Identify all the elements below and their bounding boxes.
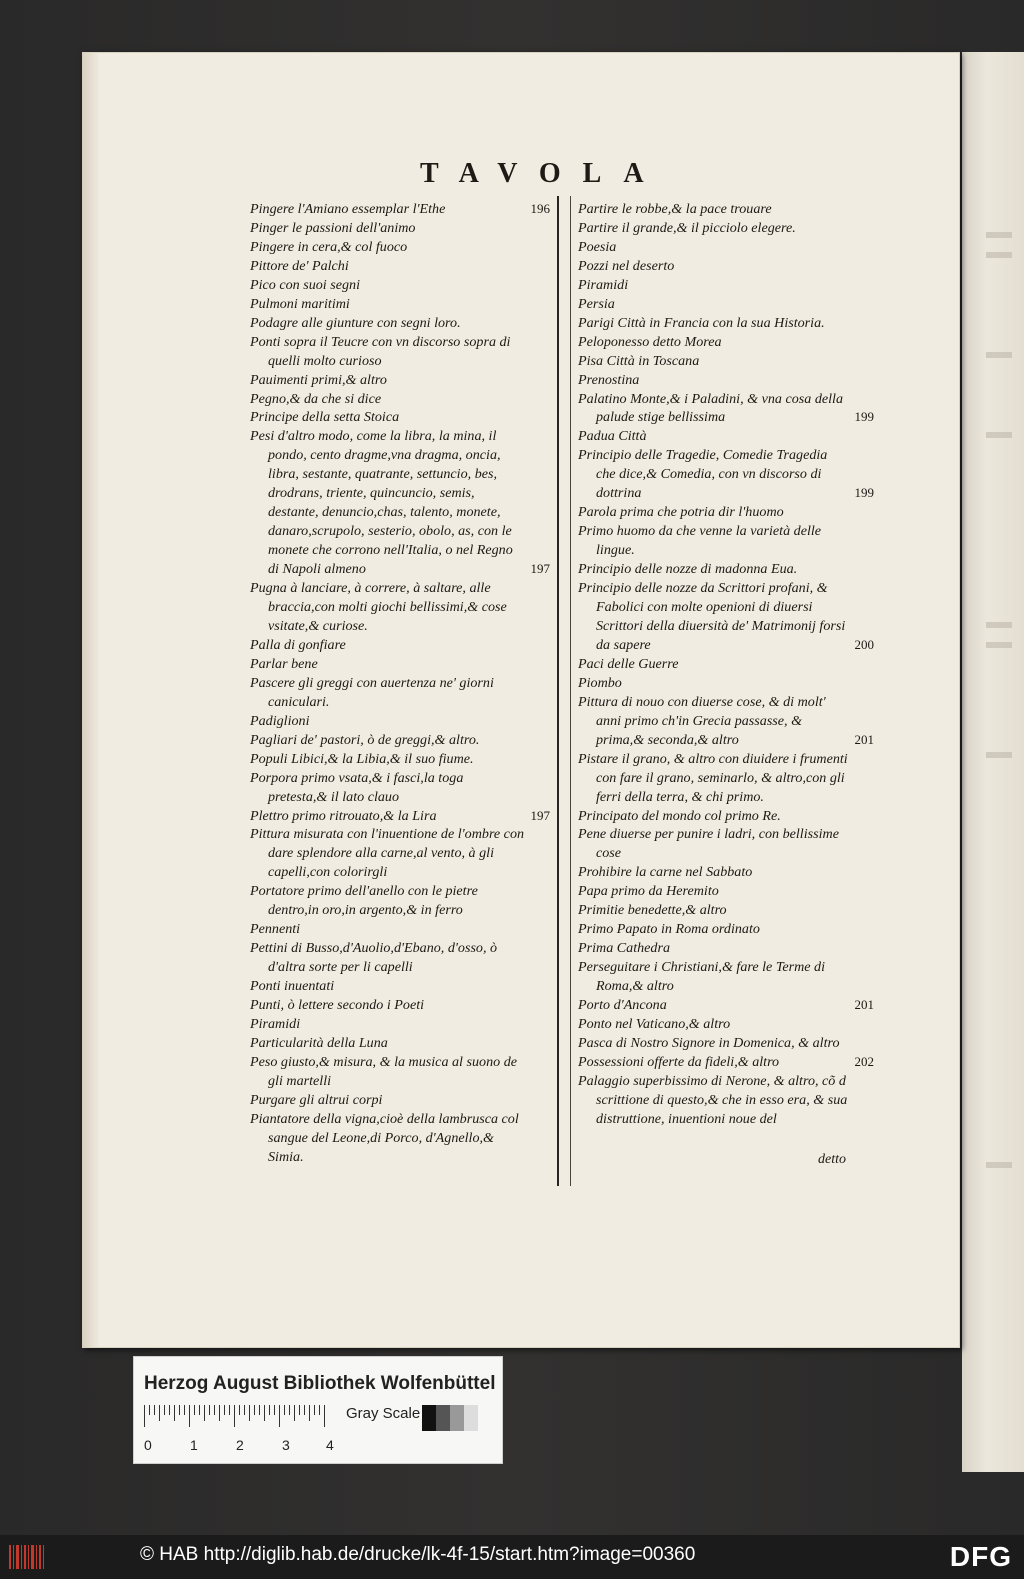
entry-text: Pittura di nouo con diuerse cose, & di molt' anni primo ch'in Grecia passasse, & prima,& seconda,& altro	[578, 693, 826, 748]
ruler-tick	[249, 1405, 250, 1421]
entry-text: Pesi d'altro modo, come la libra, la mina, il pondo, cento dragme,vna dragma, oncia, libra, sestante, quatrante, settuncio, bes, drodrans, triente, quincuncio, semis, destante, denuncio,chas, talento, monete, danaro,scrupolo, sesterio, obolo, as, con le monete che corrono nell'Italia, o nel Regno di Napoli almeno	[250, 428, 513, 578]
entry-text: Paci delle Guerre	[578, 655, 679, 672]
index-entry	[578, 939, 874, 958]
ruler-tick	[274, 1405, 275, 1415]
entry-text: Parigi Città in Francia con la sua Historia.	[578, 314, 825, 331]
index-entry	[578, 200, 874, 219]
index-entry	[578, 446, 874, 503]
entry-text: Portatore primo dell'anello con le pietre dentro,in oro,in argento,& in ferro	[250, 883, 478, 919]
index-entry	[250, 996, 550, 1015]
page-number: 197	[530, 561, 550, 577]
index-entry	[578, 503, 874, 522]
ruler-tick	[179, 1405, 180, 1415]
entry-text: Piombo	[578, 674, 622, 691]
index-entry	[250, 408, 550, 427]
index-entry	[250, 295, 550, 314]
entry-text: Ponto nel Vaticano,& altro	[578, 1015, 731, 1032]
ruler-tick	[159, 1405, 160, 1421]
index-entry	[250, 674, 550, 712]
index-entry	[578, 295, 874, 314]
ruler-tick	[324, 1405, 325, 1427]
index-entry	[250, 807, 550, 826]
index-entry	[578, 1053, 874, 1072]
index-entry	[578, 958, 874, 996]
index-entry	[250, 1034, 550, 1053]
index-entry	[250, 731, 550, 750]
ruler-tick	[209, 1405, 210, 1415]
entry-text: Palaggio superbissimo di Nerone, & altro, cõ d scrittione di questo,& che in esso era, & sua distruttione, inuentioni noue del	[578, 1072, 848, 1127]
entry-text: Parola prima che potria dir l'huomo	[578, 504, 784, 521]
index-entry	[250, 276, 550, 295]
entry-text: Porpora primo vsata,& i fasci,la toga pretesta,& il lato clauo	[250, 769, 464, 805]
ruler-tick	[214, 1405, 215, 1415]
index-entry	[578, 579, 874, 655]
ruler-tick	[319, 1405, 320, 1415]
ruler-tick	[164, 1405, 165, 1415]
page-number: 196	[530, 201, 550, 216]
index-entry	[250, 882, 550, 920]
page-number: 199	[854, 485, 874, 501]
gray-scale-label: Gray Scale	[346, 1405, 421, 1422]
index-entry	[250, 636, 550, 655]
scale-ruler	[144, 1405, 334, 1427]
credit-link[interactable]: © HAB http://diglib.hab.de/drucke/lk-4f-15/start.htm?image=00360	[140, 1544, 696, 1565]
page-title: TAVOLA	[420, 158, 666, 189]
entry-text: Pingere in cera,& col fuoco	[250, 238, 408, 255]
index-entry	[578, 674, 874, 693]
page-number: 201	[854, 997, 874, 1013]
entry-text: Partire il grande,& il picciolo elegere.	[578, 219, 796, 236]
entry-text: Pennenti	[250, 921, 301, 938]
entry-text: Pozzi nel deserto	[578, 257, 675, 274]
index-entry	[250, 1110, 550, 1167]
entry-text: Peloponesso detto Morea	[578, 333, 722, 350]
ruler-tick	[259, 1405, 260, 1415]
index-entry	[578, 825, 874, 863]
ruler-tick	[239, 1405, 240, 1415]
entry-text: Piramidi	[578, 276, 629, 293]
index-entry	[578, 257, 874, 276]
scale-number: 1	[190, 1437, 198, 1453]
ruler-tick	[244, 1405, 245, 1415]
entry-text: Porto d'Ancona	[578, 997, 667, 1014]
index-entry	[250, 750, 550, 769]
index-entry	[250, 238, 550, 257]
page-number: 202	[854, 1053, 874, 1069]
gray-swatch	[464, 1405, 478, 1431]
dfg-logo: DFG	[949, 1541, 1012, 1572]
entry-text: Populi Libici,& la Libia,& il suo fiume.	[250, 750, 474, 767]
index-entry	[578, 276, 874, 295]
ruler-tick	[279, 1405, 280, 1427]
entry-text: Primo huomo da che venne la varietà delle lingue.	[578, 523, 822, 559]
index-entry	[250, 1053, 550, 1091]
index-entry	[250, 314, 550, 333]
entry-text: Principio delle nozze da Scrittori profani, & Fabolici con molte openioni di diuersi Scrittori della diuersità de' Matrimonij forsi da sapere	[578, 580, 846, 653]
ruler-tick	[299, 1405, 300, 1415]
entry-text: Pistare il grano, & altro con diuidere i frumenti con fare il grano, seminarlo, & altro,con gli ferri della terra, & chi primo.	[578, 750, 848, 805]
index-entry	[250, 579, 550, 636]
index-entry	[578, 655, 874, 674]
index-entry	[578, 560, 874, 579]
index-entry	[578, 863, 874, 882]
entry-text: Pico con suoi segni	[250, 276, 360, 293]
entry-text: Pascere gli greggi con auertenza ne' giorni caniculari.	[250, 674, 494, 710]
ruler-tick	[229, 1405, 230, 1415]
entry-text: Purgare gli altrui corpi	[250, 1091, 383, 1108]
entry-text: Podagre alle giunture con segni loro.	[250, 314, 461, 331]
entry-text: Pingere l'Amiano essemplar l'Ethe	[250, 201, 446, 217]
entry-text: Pugna à lanciare, à correre, à saltare, alle braccia,con molti giochi bellissimi,& cose vsitate,& curiose.	[250, 580, 507, 634]
index-entry	[250, 390, 550, 409]
index-entry	[250, 655, 550, 674]
entry-text: Ponti sopra il Teucre con vn discorso sopra di quelli molto curioso	[250, 333, 511, 369]
entry-text: Padua Città	[578, 428, 647, 445]
ruler-tick	[294, 1405, 295, 1421]
page-number: 200	[854, 636, 874, 652]
entry-text: Pinger le passioni dell'animo	[250, 219, 416, 236]
entry-text: Poesia	[578, 238, 617, 255]
gray-swatch	[436, 1405, 450, 1431]
entry-text: Prenostina	[578, 371, 640, 388]
index-column-right	[578, 200, 874, 1129]
entry-text: Principio delle nozze di madonna Eua.	[578, 561, 798, 578]
entry-text: Parlar bene	[250, 655, 318, 672]
ruler-tick	[314, 1405, 315, 1415]
entry-text: Pene diuerse per punire i ladri, con bellissime cose	[578, 826, 839, 862]
index-entry	[578, 920, 874, 939]
index-entry	[250, 219, 550, 238]
scale-number: 3	[282, 1437, 290, 1453]
index-entry	[578, 238, 874, 257]
library-label-card	[133, 1356, 503, 1464]
ruler-tick	[224, 1405, 225, 1415]
index-entry	[250, 977, 550, 996]
ruler-tick	[174, 1405, 175, 1421]
ruler-tick	[189, 1405, 190, 1427]
entry-text: Primitie benedette,& altro	[578, 902, 727, 919]
index-column-left	[250, 200, 550, 1167]
entry-text: Pettini di Busso,d'Auolio,d'Ebano, d'osso, ò d'altra sorte per li capelli	[250, 940, 498, 976]
entry-text: Perseguitare i Christiani,& fare le Terme di Roma,& altro	[578, 959, 826, 995]
ruler-tick	[289, 1405, 290, 1415]
catchword: detto	[818, 1152, 846, 1167]
index-entry	[250, 825, 550, 882]
gray-swatch	[450, 1405, 464, 1431]
ruler-tick	[194, 1405, 195, 1415]
entry-text: Partire le robbe,& la pace trouare	[578, 201, 772, 217]
index-entry	[578, 750, 874, 807]
index-entry	[578, 1015, 874, 1034]
entry-text: Prima Cathedra	[578, 940, 671, 957]
page-number: 201	[854, 731, 874, 747]
column-rule	[557, 196, 559, 1186]
entry-text: Punti, ò lettere secondo i Poeti	[250, 997, 425, 1014]
entry-text: Principe della setta Stoica	[250, 409, 400, 426]
index-entry	[578, 333, 874, 352]
index-entry	[578, 1034, 874, 1053]
index-entry	[250, 371, 550, 390]
page-number: 197	[530, 807, 550, 823]
index-entry	[578, 390, 874, 428]
index-entry	[578, 371, 874, 390]
index-entry	[578, 1072, 874, 1129]
entry-text: Piantatore della vigna,cioè della lambrusca col sangue del Leone,di Porco, d'Agnello,& Simia.	[250, 1110, 519, 1165]
index-entry	[578, 314, 874, 333]
ruler-tick	[149, 1405, 150, 1415]
entry-text: Padiglioni	[250, 712, 310, 729]
ruler-tick	[309, 1405, 310, 1421]
index-entry	[250, 257, 550, 276]
entry-text: Ponti inuentati	[250, 978, 335, 995]
entry-text: Plettro primo ritrouato,& la Lira	[250, 807, 437, 824]
scale-number: 4	[326, 1437, 334, 1453]
ruler-tick	[234, 1405, 235, 1427]
entry-text: Principio delle Tragedie, Comedie Tragedia che dice,& Comedia, con vn discorso di dottrina	[578, 447, 828, 502]
index-entry	[250, 939, 550, 977]
page-number: 199	[854, 409, 874, 425]
entry-text: Pauimenti primi,& altro	[250, 371, 387, 388]
entry-text: Primo Papato in Roma ordinato	[578, 921, 760, 938]
footer-bar	[0, 1535, 1024, 1579]
index-entry	[578, 807, 874, 826]
ruler-tick	[284, 1405, 285, 1415]
entry-text: Persia	[578, 295, 615, 312]
barcode-icon	[8, 1543, 46, 1571]
index-entry	[250, 712, 550, 731]
index-entry	[250, 1091, 550, 1110]
index-entry	[578, 882, 874, 901]
index-entry	[578, 522, 874, 560]
ruler-tick	[154, 1405, 155, 1415]
column-rule-inner	[570, 196, 571, 1186]
ruler-tick	[219, 1405, 220, 1421]
ruler-tick	[184, 1405, 185, 1415]
index-entry	[578, 219, 874, 238]
entry-text: Principato del mondo col primo Re.	[578, 807, 781, 824]
entry-text: Papa primo da Heremito	[578, 883, 719, 900]
ruler-tick	[169, 1405, 170, 1415]
scale-number: 0	[144, 1437, 152, 1453]
scale-number: 2	[236, 1437, 244, 1453]
index-entry	[250, 1015, 550, 1034]
index-entry	[250, 333, 550, 371]
entry-text: Particularità della Luna	[250, 1034, 388, 1051]
index-entry	[250, 769, 550, 807]
entry-text: Palla di gonfiare	[250, 636, 346, 653]
entry-text: Pasca di Nostro Signore in Domenica, & altro	[578, 1034, 840, 1051]
entry-text: Piramidi	[250, 1015, 301, 1032]
index-entry	[578, 352, 874, 371]
ruler-tick	[204, 1405, 205, 1421]
index-entry	[250, 427, 550, 579]
ruler-tick	[264, 1405, 265, 1421]
ruler-tick	[304, 1405, 305, 1415]
entry-text: Possessioni offerte da fideli,& altro	[578, 1053, 780, 1070]
library-name: Herzog August Bibliothek Wolfenbüttel	[144, 1373, 496, 1394]
entry-text: Pittore de' Palchi	[250, 257, 349, 274]
entry-text: Peso giusto,& misura, & la musica al suono de gli martelli	[250, 1053, 517, 1089]
gray-swatch	[422, 1405, 436, 1431]
adjacent-page-edge	[962, 52, 1024, 1472]
entry-text: Pulmoni maritimi	[250, 295, 350, 312]
ruler-tick	[254, 1405, 255, 1415]
entry-text: Palatino Monte,& i Paladini, & vna cosa della palude stige bellissima	[578, 390, 844, 426]
ruler-tick	[269, 1405, 270, 1415]
index-entry	[578, 427, 874, 446]
index-entry	[578, 996, 874, 1015]
index-entry	[578, 901, 874, 920]
index-entry	[578, 693, 874, 750]
ruler-tick	[144, 1405, 145, 1427]
index-entry	[250, 200, 550, 219]
entry-text: Pagliari de' pastori, ò de greggi,& altro.	[250, 731, 480, 748]
entry-text: Prohibire la carne nel Sabbato	[578, 864, 753, 881]
entry-text: Pegno,& da che si dice	[250, 390, 382, 407]
entry-text: Pittura misurata con l'inuentione de l'ombre con dare splendore alla carne,al vento, à gli capelli,con colorirgli	[250, 826, 525, 881]
index-entry	[250, 920, 550, 939]
entry-text: Pisa Città in Toscana	[578, 352, 700, 369]
ruler-tick	[199, 1405, 200, 1415]
